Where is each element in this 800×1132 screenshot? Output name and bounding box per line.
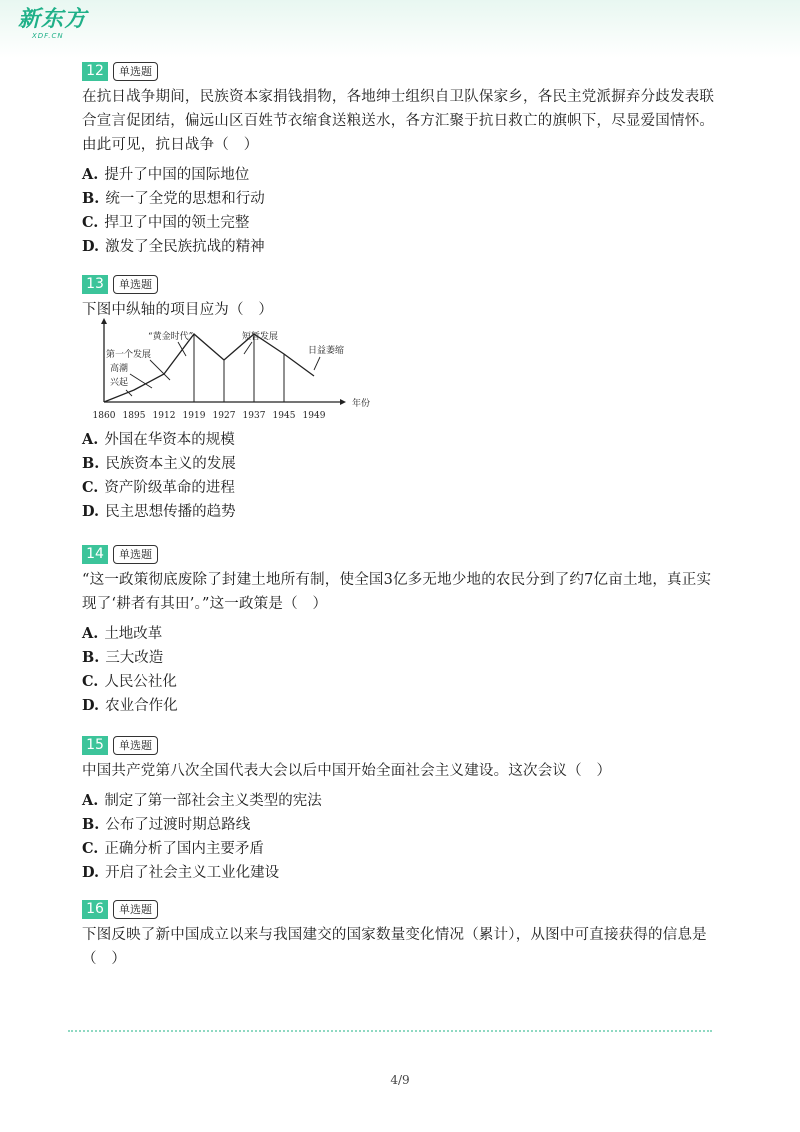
question-number: 14	[82, 545, 108, 564]
x-axis-label: 年份	[352, 399, 371, 409]
option-c[interactable]: C. 资产阶级革命的进程	[82, 479, 235, 496]
option-b[interactable]: B. 统一了全党的思想和行动	[82, 190, 265, 207]
chart-series-line	[104, 334, 314, 402]
question-number: 15	[82, 736, 108, 755]
footer-divider	[68, 1030, 712, 1032]
question-number: 12	[82, 62, 108, 81]
x-tick-1927: 1927	[212, 411, 236, 421]
x-tick-1860: 1860	[92, 411, 116, 421]
option-d[interactable]: D. 农业合作化	[82, 697, 178, 714]
annotation-pointer	[314, 357, 320, 370]
option-c[interactable]: C. 正确分析了国内主要矛盾	[82, 840, 264, 857]
annotation-short-development: 短暂发展	[242, 332, 279, 342]
x-tick-1949: 1949	[302, 411, 326, 421]
option-a[interactable]: A. 外国在华资本的规模	[82, 431, 235, 448]
logo-subtext: XDF.CN	[32, 32, 64, 40]
logo-text: 新东方	[18, 7, 88, 32]
option-a[interactable]: A. 制定了第一部社会主义类型的宪法	[82, 792, 322, 809]
x-tick-1945: 1945	[272, 411, 296, 421]
question-type-badge: 单选题	[113, 900, 158, 919]
question-13-options	[82, 428, 722, 524]
x-tick-1937: 1937	[242, 411, 266, 421]
annotation-rise: 兴起	[110, 378, 129, 388]
y-axis-arrow	[101, 318, 107, 324]
question-type-badge: 单选题	[113, 275, 158, 294]
page-header	[0, 0, 800, 58]
question-type-badge: 单选题	[113, 736, 158, 755]
question-number: 16	[82, 900, 108, 919]
option-a[interactable]: A. 土地改革	[82, 625, 163, 642]
option-b[interactable]: B. 三大改造	[82, 649, 164, 666]
question-16	[82, 898, 722, 971]
question-stem: 中国共产党第八次全国代表大会以后中国开始全面社会主义建设。这次会议（ ）	[82, 763, 612, 779]
question-stem: 下图反映了新中国成立以来与我国建交的国家数量变化情况（累计），从图中可直接获得的信息是 （ ）	[82, 927, 707, 967]
option-d[interactable]: D. 民主思想传播的趋势	[82, 503, 236, 520]
annotation-pointer	[244, 342, 252, 354]
annotation-decline: 日益萎缩	[308, 346, 345, 356]
option-d[interactable]: D. 开启了社会主义工业化建设	[82, 864, 280, 881]
option-c[interactable]: C. 捍卫了中国的领土完整	[82, 214, 250, 231]
x-tick-1912: 1912	[152, 411, 176, 421]
x-tick-1919: 1919	[182, 411, 206, 421]
option-a[interactable]: A. 提升了中国的国际地位	[82, 166, 250, 183]
annotation-peak: 高潮	[110, 364, 129, 374]
chart-drop-lines	[194, 334, 284, 402]
question-stem: 在抗日战争期间，民族资本家捐钱捐物，各地绅士组织自卫队保家乡，各民主党派摒弃分歧发表联 合宣言促团结，偏远山区百姓节衣缩食送粮送水，各方汇聚于抗日救亡的旗帜下，尽显爱国情怀。 由此可见，抗日战争（ ）	[82, 89, 715, 153]
x-axis-arrow	[340, 399, 346, 405]
x-tick-1895: 1895	[122, 411, 146, 421]
question-type-badge: 单选题	[113, 545, 158, 564]
question-15	[82, 734, 722, 885]
question-stem: “这一政策彻底废除了封建土地所有制，使全国3亿多无地少地的农民分到了约7亿亩土地，真正实 现了‘耕者有其田’。”这一政策是（ ）	[82, 572, 712, 612]
xdf-logo	[18, 8, 88, 44]
page-number: 4/9	[390, 1073, 410, 1087]
option-d[interactable]: D. 激发了全民族抗战的精神	[82, 238, 265, 255]
question-stem: 下图中纵轴的项目应为（ ）	[82, 302, 274, 318]
option-b[interactable]: B. 公布了过渡时期总路线	[82, 816, 251, 833]
annotation-golden-age: “黄金时代”	[148, 332, 194, 342]
development-line-chart	[86, 318, 386, 430]
question-type-badge: 单选题	[113, 62, 158, 81]
option-c[interactable]: C. 人民公社化	[82, 673, 177, 690]
question-number: 13	[82, 275, 108, 294]
option-b[interactable]: B. 民族资本主义的发展	[82, 455, 236, 472]
question-12	[82, 60, 722, 259]
question-13	[82, 273, 722, 322]
annotation-first-development: 第一个发展	[106, 350, 152, 360]
question-14	[82, 543, 722, 718]
